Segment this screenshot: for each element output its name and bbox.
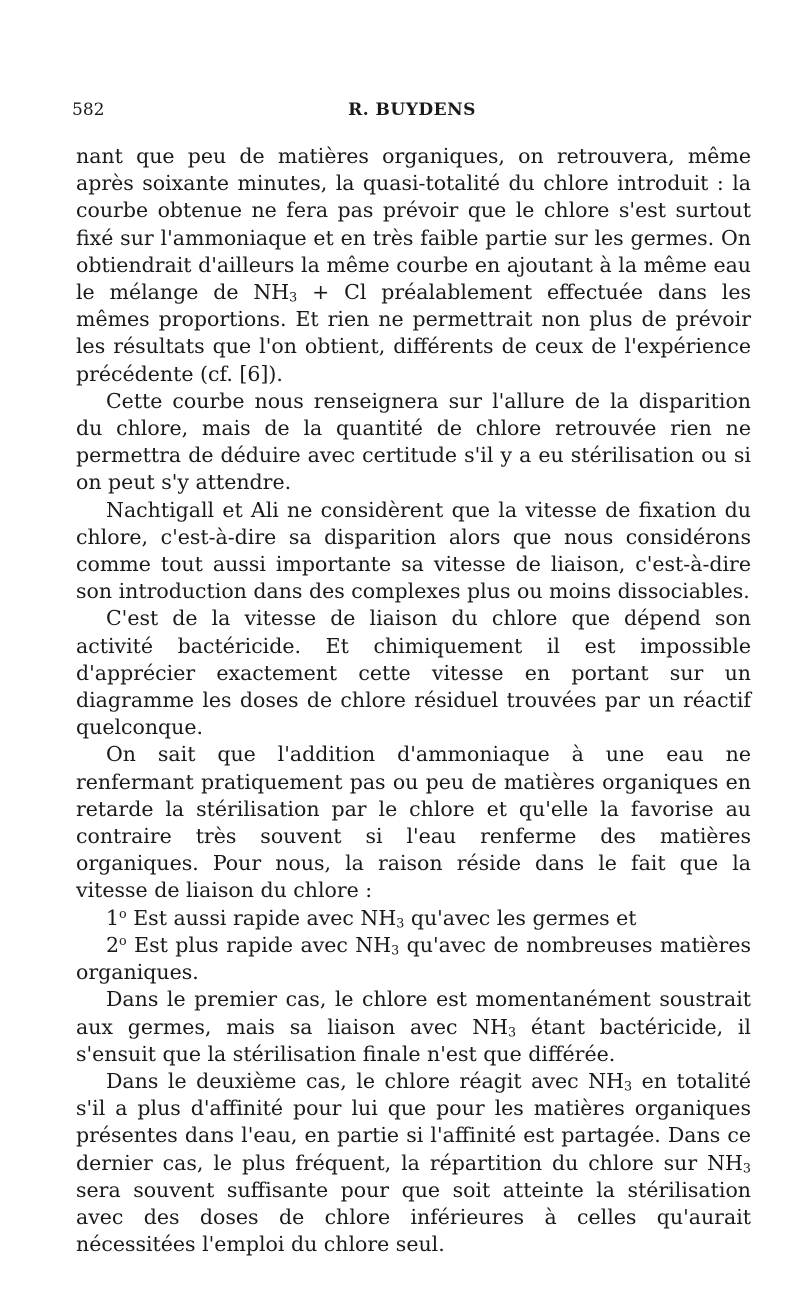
body-text	[76, 143, 751, 1258]
paragraph-3: Nachtigall et Ali ne considèrent que la vitesse de fixation du chlore, c'est-à-dire sa disparition alors que nous considérons comme tout aussi importante sa vitesse de liaison, c'est-à-dire son introduction dans des complexes plus ou moins dissociables.	[76, 497, 751, 604]
paragraph-5: On sait que l'addition d'ammoniaque à une eau ne renfermant pratiquement pas ou peu de matières organiques en retarde la stérilisation par le chlore et qu'elle la favorise au contraire très souvent si l'eau renferme des matières organiques. Pour nous, la raison réside dans le fait que la vitesse de liaison du chlore :	[76, 742, 751, 903]
paragraph-4: C'est de la vitesse de liaison du chlore que dépend son activité bactéricide. Et chimiquement il est impossible d'apprécier exactement cette vitesse en portant sur un diagramme les doses de chlore résiduel trouvées par un réactif quelconque.	[76, 606, 751, 740]
page-number: 582	[72, 100, 105, 120]
running-head: R. BUYDENS	[348, 100, 476, 120]
paragraph-6: Dans le premier cas, le chlore est momentanément soustrait aux germes, mais sa liaison avec $NH_3$ étant bactéricide, il s'ensuit que la stérilisation finale n'est que différée.	[76, 987, 751, 1066]
page-header	[72, 100, 752, 128]
paragraph-1: nant que peu de matières organiques, on retrouvera, même après soixante minutes, la quasi-totalité du chlore introduit : la courbe obtenue ne fera pas prévoir que le chlore s'est surtout fixé sur l'ammoniaque et en très faible partie sur les germes. On obtiendrait d'ailleurs la même courbe en ajoutant à la même eau le mélange de $NH_3 + Cl$ préalablement effectuée dans les mêmes proportions. Et rien ne permettrait non plus de prévoir les résultats que l'on obtient, différents de ceux de l'expérience précédente (cf. [6]).	[76, 144, 751, 386]
paragraph-7: Dans le deuxième cas, le chlore réagit avec $NH_3$ en totalité s'il a plus d'affinité pour lui que pour les matières organiques présentes dans l'eau, en partie si l'affinité est partagée. Dans ce dernier cas, le plus fréquent, la répartition du chlore sur $NH_3$ sera souvent suffisante pour que soit atteinte la stérilisation avec des doses de chlore inférieures à celles qu'aurait nécessitées l'emploi du chlore seul.	[76, 1068, 751, 1257]
paragraph-2: Cette courbe nous renseignera sur l'allure de la disparition du chlore, mais de la quantité de chlore retrouvée rien ne permettra de déduire avec certitude s'il y a eu stérilisation ou si on peut s'y attendre.	[76, 388, 751, 495]
list-item-1: 1$^o$ Est aussi rapide avec $NH_3$ qu'avec les germes et	[106, 905, 637, 931]
list-item-2: 2$^o$ Est plus rapide avec $NH_3$ qu'avec de nombreuses matières organiques.	[76, 932, 751, 985]
